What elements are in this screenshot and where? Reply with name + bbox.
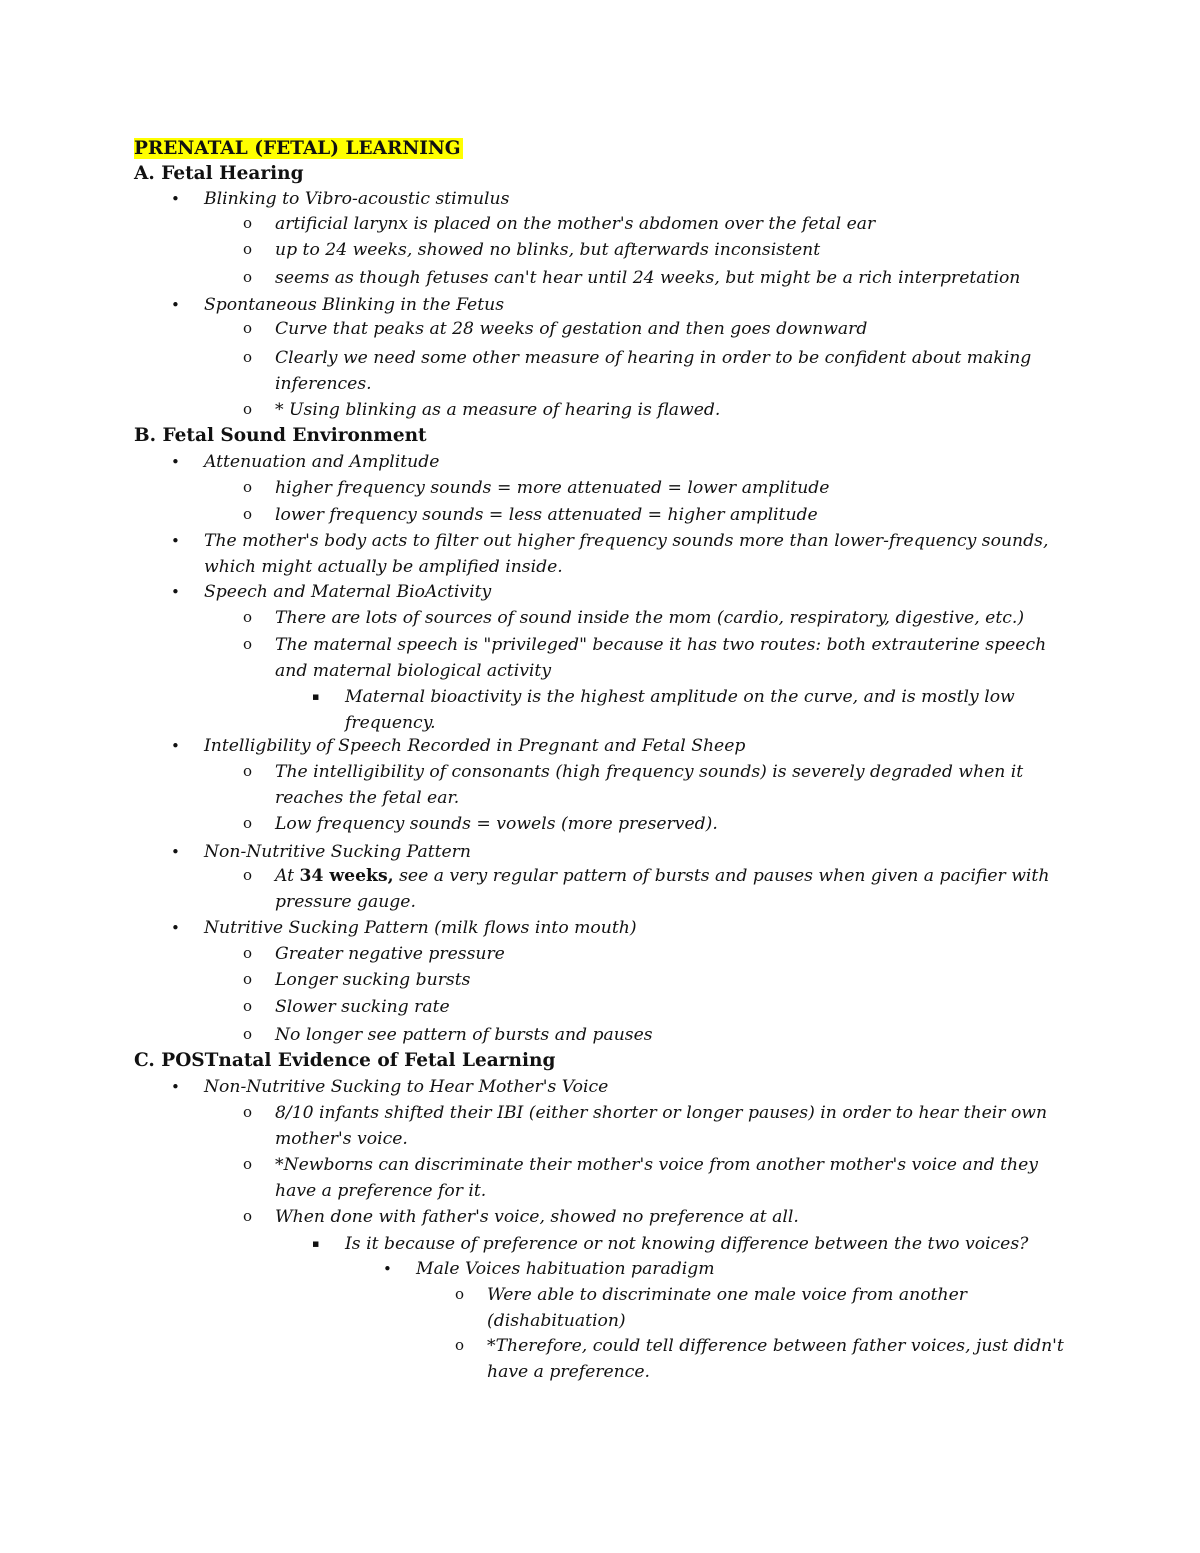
list-item: o artificial larynx is placed on the mother's abdomen over the fetal ear [275,211,1075,237]
list-item: ▪ Maternal bioactivity is the highest amplitude on the curve, and is mostly low frequency. [345,684,1075,736]
bullet-circle: o [243,348,253,366]
bullet-circle: o [243,1103,253,1121]
list-item: o Low frequency sounds = vowels (more preserved). [275,811,1075,837]
list-item: o Greater negative pressure [275,941,1075,967]
bullet-circle: o [243,478,253,496]
bullet-circle: o [243,970,253,988]
list-item: o 8/10 infants shifted their IBI (either shorter or longer pauses) in order to hear their own mother's voice. [275,1100,1075,1152]
bullet-circle: o [243,1155,253,1173]
bullet-circle: o [243,1207,253,1225]
bullet-circle: o [243,319,253,337]
bold-emphasis: 34 weeks, [299,866,394,886]
bullet-circle: o [243,1025,253,1043]
list-item: o The maternal speech is "privileged" because it has two routes: both extrauterine speech and maternal biological activity [275,632,1075,684]
bullet-circle: o [243,635,253,653]
list-item: o The intelligibility of consonants (high frequency sounds) is severely degraded when it reaches the fetal ear. [275,759,1075,811]
bullet-circle: o [243,608,253,626]
list-item: • Male Voices habituation paradigm [416,1256,1076,1282]
bullet-disc: • [171,453,180,471]
bullet-disc: • [171,296,180,314]
list-item: o Curve that peaks at 28 weeks of gestation and then goes downward [275,316,1075,342]
list-item: o Longer sucking bursts [275,967,1075,993]
bullet-disc: • [171,583,180,601]
list-item: o Were able to discriminate one male voice from another (dishabituation) [487,1282,1077,1334]
list-item: • Blinking to Vibro-acoustic stimulus [204,186,1084,212]
list-item: • Intelligbility of Speech Recorded in Pregnant and Fetal Sheep [204,733,1084,759]
list-item: • Attenuation and Amplitude [204,449,1084,475]
bullet-circle: o [243,240,253,258]
bullet-circle: o [243,997,253,1015]
list-item: o seems as though fetuses can't hear until 24 weeks, but might be a rich interpretation [275,265,1075,291]
list-item: o *Therefore, could tell difference between father voices, just didn't have a preference. [487,1333,1077,1385]
section-b-heading: B. Fetal Sound Environment [134,425,427,446]
bullet-disc: • [171,1078,180,1096]
bullet-circle: o [243,814,253,832]
bullet-circle: o [455,1336,465,1354]
bullet-disc: • [171,919,180,937]
list-item: o *Newborns can discriminate their mother's voice from another mother's voice and they have a preference for it. [275,1152,1075,1204]
list-item: o No longer see pattern of bursts and pauses [275,1022,1075,1048]
bullet-circle: o [243,268,253,286]
list-item: • Non-Nutritive Sucking Pattern [204,839,1084,865]
list-item: o lower frequency sounds = less attenuated = higher amplitude [275,502,1075,528]
list-item: o up to 24 weeks, showed no blinks, but afterwards inconsistent [275,237,1075,263]
list-item: o At 34 weeks, see a very regular pattern of bursts and pauses when given a pacifier with pressure gauge. [275,863,1075,915]
list-item: o Clearly we need some other measure of hearing in order to be confident about making inferences. [275,345,1075,397]
bullet-circle: o [243,762,253,780]
title-highlight: PRENATAL (FETAL) LEARNING [134,138,461,159]
bullet-circle: o [243,866,253,884]
bullet-disc: • [171,843,180,861]
bullet-circle: o [243,944,253,962]
bullet-disc: • [383,1260,392,1278]
bullet-square: ▪ [312,1237,320,1250]
list-item: o Slower sucking rate [275,994,1075,1020]
list-item: • Spontaneous Blinking in the Fetus [204,292,1084,318]
bullet-disc: • [171,737,180,755]
list-item: • Speech and Maternal BioActivity [204,579,1084,605]
bullet-square: ▪ [312,690,320,703]
list-item: o * Using blinking as a measure of hearing is flawed. [275,397,1075,423]
bullet-circle: o [243,400,253,418]
document-title [134,137,463,161]
list-item: • Nutritive Sucking Pattern (milk flows into mouth) [204,915,1084,941]
list-item: ▪ Is it because of preference or not knowing difference between the two voices? [345,1231,1075,1257]
section-a-heading: A. Fetal Hearing [134,163,304,184]
bullet-disc: • [171,190,180,208]
bullet-circle: o [243,214,253,232]
list-item: o When done with father's voice, showed no preference at all. [275,1204,1075,1230]
bullet-circle: o [455,1285,465,1303]
list-item: o There are lots of sources of sound inside the mom (cardio, respiratory, digestive, etc.) [275,605,1075,631]
bullet-disc: • [171,532,180,550]
list-item: • The mother's body acts to filter out higher frequency sounds more than lower-frequency sounds, which might actually be amplified inside. [204,528,1084,580]
list-item: • Non-Nutritive Sucking to Hear Mother's Voice [204,1074,1084,1100]
section-c-heading: C. POSTnatal Evidence of Fetal Learning [134,1050,556,1071]
bullet-circle: o [243,505,253,523]
list-item: o higher frequency sounds = more attenuated = lower amplitude [275,475,1075,501]
